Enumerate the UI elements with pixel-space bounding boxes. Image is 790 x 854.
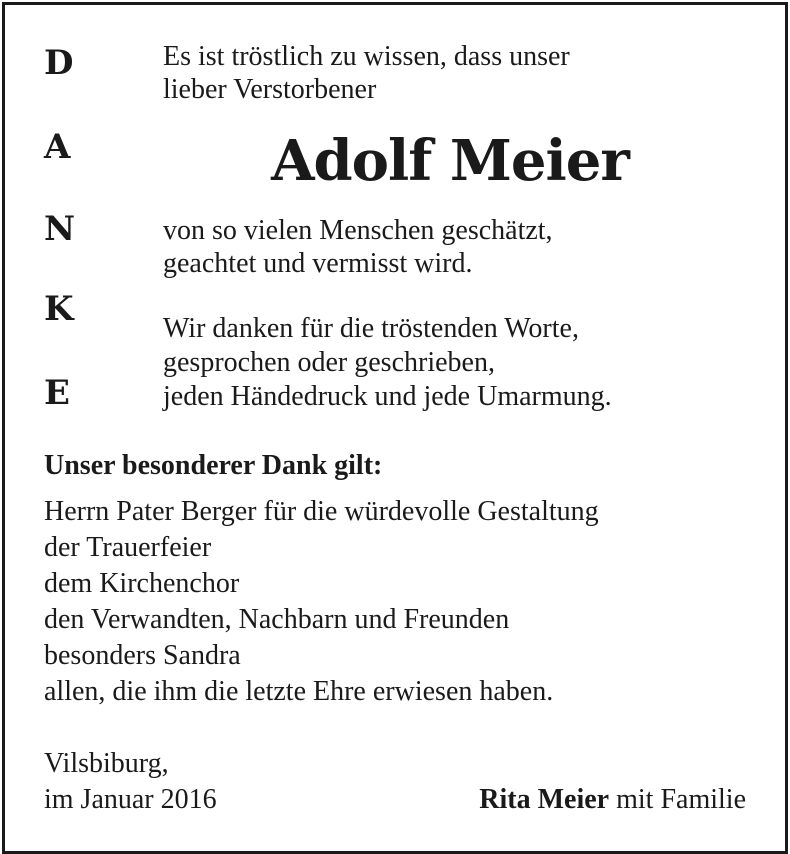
middle-text xyxy=(163,214,553,280)
acrostic-letter-e: E xyxy=(44,373,70,413)
place: Vilsbiburg, xyxy=(44,748,169,779)
list-item: der Trauerfeier xyxy=(44,532,212,563)
signer-name: Rita Meier xyxy=(479,784,610,815)
thanks-line: gesprochen oder geschrieben, xyxy=(163,347,495,378)
thanks-text xyxy=(163,312,612,414)
list-item: dem Kirchenchor xyxy=(44,568,240,599)
signer-suffix: mit Familie xyxy=(609,784,746,815)
middle-line: von so vielen Menschen geschätzt, xyxy=(163,215,553,246)
place-date xyxy=(44,746,217,818)
list-item: besonders Sandra xyxy=(44,640,241,671)
acrostic-letter-k: K xyxy=(44,289,74,329)
list-item: den Verwandten, Nachbarn und Freunden xyxy=(44,604,510,635)
signature xyxy=(479,782,746,818)
acrostic-letter-d: D xyxy=(44,43,74,83)
list-item: allen, die ihm die letzte Ehre erwiesen haben. xyxy=(44,676,554,707)
list-item: Herrn Pater Berger für die würdevolle Gestaltung xyxy=(44,496,599,527)
acrostic-letter-a: A xyxy=(44,127,71,167)
deceased-name: Adolf Meier xyxy=(271,128,629,194)
special-thanks-heading: Unser besonderer Dank gilt: xyxy=(44,450,383,481)
special-thanks-list xyxy=(44,494,599,710)
intro-line: lieber Verstorbener xyxy=(163,74,377,105)
date: im Januar 2016 xyxy=(44,784,217,815)
middle-line: geachtet und vermisst wird. xyxy=(163,248,473,279)
acrostic-letter-n: N xyxy=(44,209,76,249)
thanks-line: Wir danken für die tröstenden Worte, xyxy=(163,313,579,344)
thanks-line: jeden Händedruck und jede Umarmung. xyxy=(163,381,612,412)
intro-text xyxy=(163,40,570,106)
intro-line: Es ist tröstlich zu wissen, dass unser xyxy=(163,41,570,72)
